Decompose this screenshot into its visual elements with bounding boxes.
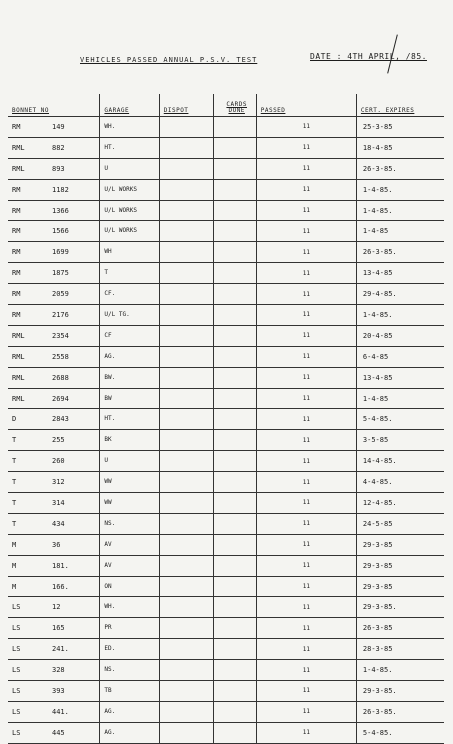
- table-row: [8, 325, 444, 346]
- bonnet-prefix: LS: [12, 686, 21, 695]
- garage-cell: U/L WORKS: [100, 221, 159, 242]
- cards-done-cell: [213, 179, 256, 200]
- garage-cell: PR: [100, 618, 159, 639]
- cards-done-cell: [213, 284, 256, 305]
- bonnet-prefix: LS: [12, 624, 21, 633]
- cert-expires-cell: 13-4-85: [356, 263, 444, 284]
- garage-cell: BW: [100, 388, 159, 409]
- bonnet-cell: [8, 660, 100, 681]
- garage-cell: WH: [100, 242, 159, 263]
- passed-cell: 11: [256, 284, 356, 305]
- cards-done-cell: [213, 722, 256, 743]
- bonnet-number: 149: [52, 122, 65, 131]
- bonnet-number: 312: [52, 478, 65, 487]
- depot-cell: [159, 305, 213, 326]
- garage-cell: WH.: [100, 597, 159, 618]
- bonnet-cell: [8, 284, 100, 305]
- passed-cell: 11: [256, 137, 356, 158]
- bonnet-cell: [8, 597, 100, 618]
- cards-done-cell: [213, 639, 256, 660]
- table-row: [8, 618, 444, 639]
- bonnet-number: 241.: [52, 645, 69, 654]
- cert-expires-cell: 26-3-85: [356, 618, 444, 639]
- depot-cell: [159, 430, 213, 451]
- cert-expires-cell: 4-4-85.: [356, 472, 444, 493]
- depot-cell: [159, 346, 213, 367]
- bonnet-number: 260: [52, 457, 65, 466]
- bonnet-prefix: T: [12, 519, 17, 528]
- passed-cell: 11: [256, 158, 356, 179]
- header-passed: PASSED: [256, 94, 356, 117]
- table-row: [8, 513, 444, 534]
- passed-cell: 11: [256, 325, 356, 346]
- cards-done-cell: [213, 388, 256, 409]
- bonnet-cell: [8, 367, 100, 388]
- cert-expires-cell: 26-3-85.: [356, 701, 444, 722]
- bonnet-number: 166.: [52, 582, 69, 591]
- bonnet-prefix: RML: [12, 143, 25, 152]
- cert-expires-cell: 28-3-85: [356, 639, 444, 660]
- passed-cell: 11: [256, 305, 356, 326]
- cert-expires-cell: 29-3-85: [356, 555, 444, 576]
- bonnet-number: 1182: [52, 185, 69, 194]
- bonnet-prefix: RM: [12, 206, 21, 215]
- depot-cell: [159, 639, 213, 660]
- cert-expires-cell: 5-4-85.: [356, 722, 444, 743]
- depot-cell: [159, 701, 213, 722]
- garage-cell: T: [100, 263, 159, 284]
- depot-cell: [159, 221, 213, 242]
- bonnet-number: 893: [52, 164, 65, 173]
- bonnet-cell: [8, 242, 100, 263]
- cert-expires-cell: 29-3-85.: [356, 597, 444, 618]
- bonnet-prefix: RML: [12, 373, 25, 382]
- bonnet-prefix: T: [12, 498, 17, 507]
- depot-cell: [159, 242, 213, 263]
- cards-done-cell: [213, 263, 256, 284]
- table-body: [8, 117, 444, 744]
- garage-cell: U: [100, 158, 159, 179]
- depot-cell: [159, 555, 213, 576]
- passed-cell: 11: [256, 639, 356, 660]
- cert-expires-cell: 3-5-85: [356, 430, 444, 451]
- depot-cell: [159, 200, 213, 221]
- bonnet-prefix: RML: [12, 331, 25, 340]
- bonnet-cell: [8, 137, 100, 158]
- cards-done-cell: [213, 451, 256, 472]
- cards-done-cell: [213, 701, 256, 722]
- cards-done-cell: [213, 576, 256, 597]
- cert-expires-cell: 26-3-85.: [356, 158, 444, 179]
- bonnet-number: 2843: [52, 415, 69, 424]
- depot-cell: [159, 722, 213, 743]
- bonnet-prefix: M: [12, 540, 17, 549]
- depot-cell: [159, 472, 213, 493]
- bonnet-number: 12: [52, 603, 61, 612]
- depot-cell: [159, 179, 213, 200]
- bonnet-number: 255: [52, 436, 65, 445]
- bonnet-prefix: M: [12, 582, 17, 591]
- passed-cell: 11: [256, 513, 356, 534]
- cert-expires-cell: 13-4-85: [356, 367, 444, 388]
- table-row: [8, 200, 444, 221]
- passed-cell: 11: [256, 722, 356, 743]
- table-row: [8, 367, 444, 388]
- passed-cell: 11: [256, 263, 356, 284]
- bonnet-cell: [8, 576, 100, 597]
- garage-cell: AG.: [100, 722, 159, 743]
- garage-cell: WH.: [100, 117, 159, 138]
- bonnet-number: 181.: [52, 561, 69, 570]
- passed-cell: 11: [256, 681, 356, 702]
- bonnet-cell: [8, 451, 100, 472]
- garage-cell: AV: [100, 555, 159, 576]
- garage-cell: BK: [100, 430, 159, 451]
- bonnet-number: 165: [52, 624, 65, 633]
- table-row: [8, 284, 444, 305]
- depot-cell: [159, 367, 213, 388]
- cert-expires-cell: 29-3-85.: [356, 681, 444, 702]
- header-depot: DISPOT: [159, 94, 213, 117]
- bonnet-number: 328: [52, 666, 65, 675]
- table-row: [8, 472, 444, 493]
- bonnet-cell: [8, 221, 100, 242]
- bonnet-number: 434: [52, 519, 65, 528]
- cards-done-cell: [213, 597, 256, 618]
- passed-cell: 11: [256, 221, 356, 242]
- bonnet-number: 2694: [52, 394, 69, 403]
- bonnet-cell: [8, 472, 100, 493]
- bonnet-number: 2059: [52, 290, 69, 299]
- depot-cell: [159, 513, 213, 534]
- garage-cell: U: [100, 451, 159, 472]
- bonnet-prefix: RM: [12, 248, 21, 257]
- table-row: [8, 388, 444, 409]
- table-row: [8, 137, 444, 158]
- bonnet-cell: [8, 681, 100, 702]
- passed-cell: 11: [256, 534, 356, 555]
- cert-expires-cell: 29-3-85: [356, 576, 444, 597]
- garage-cell: U/L TG.: [100, 305, 159, 326]
- cards-done-cell: [213, 117, 256, 138]
- cert-expires-cell: 18-4-85: [356, 137, 444, 158]
- bonnet-number: 2176: [52, 310, 69, 319]
- passed-cell: 11: [256, 493, 356, 514]
- bonnet-number: 2354: [52, 331, 69, 340]
- cards-done-cell: [213, 472, 256, 493]
- cards-done-cell: [213, 430, 256, 451]
- bonnet-prefix: M: [12, 561, 17, 570]
- bonnet-prefix: RM: [12, 122, 21, 131]
- bonnet-number: 882: [52, 143, 65, 152]
- depot-cell: [159, 284, 213, 305]
- garage-cell: WW: [100, 472, 159, 493]
- bonnet-prefix: T: [12, 457, 17, 466]
- passed-cell: 11: [256, 555, 356, 576]
- cert-expires-cell: 24-5-85: [356, 513, 444, 534]
- depot-cell: [159, 660, 213, 681]
- cards-done-cell: [213, 409, 256, 430]
- passed-cell: 11: [256, 242, 356, 263]
- depot-cell: [159, 451, 213, 472]
- passed-cell: 11: [256, 367, 356, 388]
- table-row: [8, 221, 444, 242]
- bonnet-cell: [8, 179, 100, 200]
- depot-cell: [159, 137, 213, 158]
- document-title: VEHICLES PASSED ANNUAL P.S.V. TEST: [80, 56, 258, 64]
- table-header-row: [8, 94, 444, 117]
- cert-expires-cell: 1-4-85: [356, 388, 444, 409]
- bonnet-prefix: T: [12, 436, 17, 445]
- header-cards-done: CARDS DONE: [213, 94, 256, 117]
- cert-expires-cell: 1-4-85.: [356, 200, 444, 221]
- depot-cell: [159, 263, 213, 284]
- cards-done-cell: [213, 555, 256, 576]
- bonnet-cell: [8, 409, 100, 430]
- header-bonnet: BONNET NO: [8, 94, 100, 117]
- table-row: [8, 534, 444, 555]
- cards-done-cell: [213, 681, 256, 702]
- cards-done-cell: [213, 137, 256, 158]
- bonnet-prefix: RM: [12, 290, 21, 299]
- depot-cell: [159, 325, 213, 346]
- table-row: [8, 430, 444, 451]
- table-row: [8, 242, 444, 263]
- bonnet-prefix: LS: [12, 603, 21, 612]
- garage-cell: NS.: [100, 513, 159, 534]
- cert-expires-cell: 14-4-85.: [356, 451, 444, 472]
- bonnet-prefix: LS: [12, 707, 21, 716]
- passed-cell: 11: [256, 597, 356, 618]
- bonnet-cell: [8, 117, 100, 138]
- passed-cell: 11: [256, 451, 356, 472]
- bonnet-number: 1699: [52, 248, 69, 257]
- passed-cell: 11: [256, 388, 356, 409]
- bonnet-cell: [8, 346, 100, 367]
- bonnet-number: 1566: [52, 227, 69, 236]
- table-row: [8, 493, 444, 514]
- bonnet-cell: [8, 493, 100, 514]
- garage-cell: CF.: [100, 284, 159, 305]
- table-row: [8, 117, 444, 138]
- depot-cell: [159, 409, 213, 430]
- bonnet-prefix: RML: [12, 394, 25, 403]
- passed-cell: 11: [256, 430, 356, 451]
- depot-cell: [159, 681, 213, 702]
- cards-done-cell: [213, 200, 256, 221]
- depot-cell: [159, 493, 213, 514]
- passed-cell: 11: [256, 346, 356, 367]
- bonnet-prefix: LS: [12, 728, 21, 737]
- bonnet-prefix: RML: [12, 352, 25, 361]
- table-row: [8, 660, 444, 681]
- garage-cell: BW.: [100, 367, 159, 388]
- cards-done-cell: [213, 221, 256, 242]
- bonnet-cell: [8, 618, 100, 639]
- passed-cell: 11: [256, 472, 356, 493]
- depot-cell: [159, 618, 213, 639]
- cert-expires-cell: 1-4-85.: [356, 305, 444, 326]
- passed-cell: 11: [256, 409, 356, 430]
- bonnet-prefix: RM: [12, 185, 21, 194]
- cert-expires-cell: 5-4-85.: [356, 409, 444, 430]
- cert-expires-cell: 12-4-85.: [356, 493, 444, 514]
- passed-cell: 11: [256, 701, 356, 722]
- bonnet-prefix: RM: [12, 269, 21, 278]
- depot-cell: [159, 388, 213, 409]
- cards-done-cell: [213, 513, 256, 534]
- bonnet-cell: [8, 388, 100, 409]
- table-row: [8, 158, 444, 179]
- passed-cell: 11: [256, 618, 356, 639]
- garage-cell: AG.: [100, 701, 159, 722]
- garage-cell: CF: [100, 325, 159, 346]
- table-row: [8, 263, 444, 284]
- bonnet-cell: [8, 430, 100, 451]
- cards-done-cell: [213, 242, 256, 263]
- bonnet-number: 445: [52, 728, 65, 737]
- cards-done-cell: [213, 660, 256, 681]
- bonnet-cell: [8, 534, 100, 555]
- table-row: [8, 639, 444, 660]
- passed-cell: 11: [256, 660, 356, 681]
- depot-cell: [159, 117, 213, 138]
- table-row: [8, 555, 444, 576]
- garage-cell: ED.: [100, 639, 159, 660]
- passed-cell: 11: [256, 200, 356, 221]
- depot-cell: [159, 576, 213, 597]
- cert-expires-cell: 25-3-85: [356, 117, 444, 138]
- bonnet-cell: [8, 701, 100, 722]
- document-date: DATE : 4TH APRIL, /85.: [310, 52, 427, 61]
- cards-done-cell: [213, 346, 256, 367]
- bonnet-cell: [8, 263, 100, 284]
- bonnet-number: 36: [52, 540, 61, 549]
- garage-cell: HT.: [100, 137, 159, 158]
- table-row: [8, 179, 444, 200]
- cert-expires-cell: 1-4-85: [356, 221, 444, 242]
- garage-cell: HT.: [100, 409, 159, 430]
- bonnet-number: 2688: [52, 373, 69, 382]
- table-row: [8, 305, 444, 326]
- bonnet-number: 441.: [52, 707, 69, 716]
- cards-done-cell: [213, 534, 256, 555]
- passed-cell: 11: [256, 179, 356, 200]
- garage-cell: U/L WORKS: [100, 200, 159, 221]
- garage-cell: AV: [100, 534, 159, 555]
- header-cert-expires: CERT. EXPIRES: [356, 94, 444, 117]
- bonnet-number: 393: [52, 686, 65, 695]
- bonnet-cell: [8, 200, 100, 221]
- bonnet-cell: [8, 305, 100, 326]
- bonnet-number: 1366: [52, 206, 69, 215]
- vehicle-table: [8, 94, 444, 744]
- table-row: [8, 576, 444, 597]
- passed-cell: 11: [256, 576, 356, 597]
- table-row: [8, 701, 444, 722]
- table-row: [8, 597, 444, 618]
- bonnet-cell: [8, 513, 100, 534]
- cards-done-cell: [213, 493, 256, 514]
- table-row: [8, 409, 444, 430]
- cards-done-cell: [213, 618, 256, 639]
- cards-done-cell: [213, 325, 256, 346]
- bonnet-prefix: RM: [12, 227, 21, 236]
- cards-done-cell: [213, 158, 256, 179]
- bonnet-prefix: LS: [12, 645, 21, 654]
- bonnet-cell: [8, 639, 100, 660]
- garage-cell: WW: [100, 493, 159, 514]
- table-row: [8, 451, 444, 472]
- bonnet-cell: [8, 722, 100, 743]
- cert-expires-cell: 29-3-85: [356, 534, 444, 555]
- garage-cell: U/L WORKS: [100, 179, 159, 200]
- garage-cell: TB: [100, 681, 159, 702]
- cert-expires-cell: 26-3-85.: [356, 242, 444, 263]
- table-row: [8, 722, 444, 743]
- cards-done-cell: [213, 367, 256, 388]
- bonnet-number: 314: [52, 498, 65, 507]
- bonnet-number: 2558: [52, 352, 69, 361]
- bonnet-number: 1875: [52, 269, 69, 278]
- header-garage: GARAGE: [100, 94, 159, 117]
- bonnet-prefix: D: [12, 415, 17, 424]
- bonnet-prefix: LS: [12, 666, 21, 675]
- cert-expires-cell: 29-4-85.: [356, 284, 444, 305]
- bonnet-cell: [8, 158, 100, 179]
- bonnet-cell: [8, 325, 100, 346]
- bonnet-prefix: RML: [12, 164, 25, 173]
- bonnet-cell: [8, 555, 100, 576]
- depot-cell: [159, 534, 213, 555]
- cert-expires-cell: 1-4-85.: [356, 179, 444, 200]
- passed-cell: 11: [256, 117, 356, 138]
- cert-expires-cell: 1-4-85.: [356, 660, 444, 681]
- bonnet-prefix: T: [12, 478, 17, 487]
- garage-cell: AG.: [100, 346, 159, 367]
- garage-cell: NS.: [100, 660, 159, 681]
- garage-cell: ON: [100, 576, 159, 597]
- table-row: [8, 681, 444, 702]
- table-row: [8, 346, 444, 367]
- bonnet-prefix: RM: [12, 310, 21, 319]
- cards-done-cell: [213, 305, 256, 326]
- cert-expires-cell: 6-4-85: [356, 346, 444, 367]
- depot-cell: [159, 158, 213, 179]
- cert-expires-cell: 20-4-85: [356, 325, 444, 346]
- depot-cell: [159, 597, 213, 618]
